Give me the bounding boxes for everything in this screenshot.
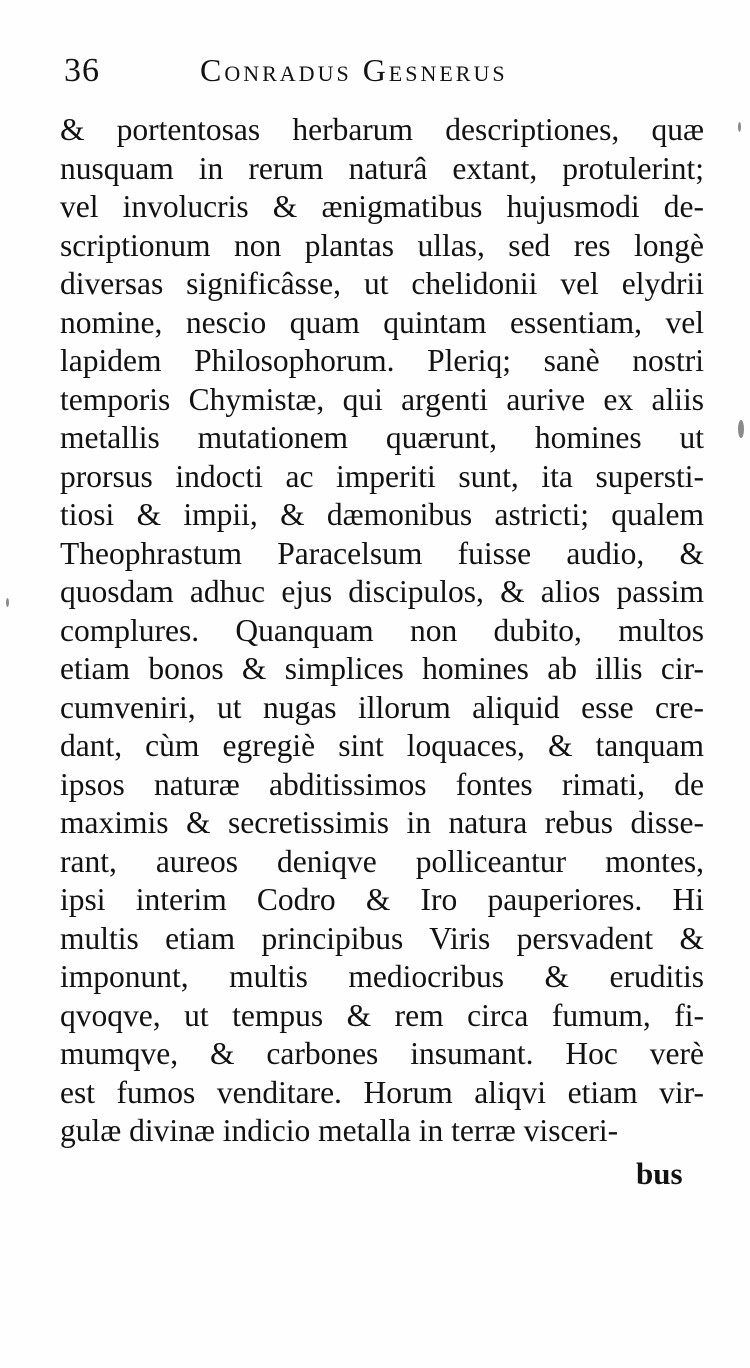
text-line: complures. Quanquam non dubito, multos bbox=[60, 612, 704, 648]
text-line: multis etiam principibus Viris persvadent & bbox=[60, 920, 704, 956]
page-number: 36 bbox=[64, 52, 100, 89]
text-line: est fumos venditare. Horum aliqvi etiam vir- bbox=[60, 1074, 704, 1110]
text-line: vel involucris & ænigmatibus hujusmodi de- bbox=[60, 189, 704, 224]
text-line: ipsos naturæ abditissimos fontes rimati, de bbox=[60, 766, 704, 802]
text-line: maximis & secretissimis in natura rebus disse- bbox=[60, 805, 704, 840]
text-line: metallis mutationem quærunt, homines ut bbox=[60, 420, 704, 455]
text-line: rant, aureos deniqve polliceantur montes, bbox=[60, 843, 704, 879]
text-line: tiosi & impii, & dæmonibus astricti; qualem bbox=[60, 497, 704, 532]
text-line: quosdam adhuc ejus discipulos, & alios passim bbox=[60, 574, 704, 609]
text-line: nusquam in rerum naturâ extant, protulerint; bbox=[60, 150, 704, 186]
text-line: dant, cùm egregiè sint loquaces, & tanquam bbox=[60, 728, 704, 763]
text-line: & portentosas herbarum descriptiones, quæ bbox=[60, 112, 704, 147]
running-head bbox=[64, 52, 664, 98]
text-line: temporis Chymistæ, qui argenti aurive ex aliis bbox=[60, 381, 704, 417]
catchword: bus bbox=[636, 1156, 683, 1191]
paper-speck bbox=[738, 122, 741, 132]
text-line: qvoqve, ut tempus & rem circa fumum, fi- bbox=[60, 997, 704, 1033]
paper-speck bbox=[6, 598, 9, 607]
text-line: imponunt, multis mediocribus & eruditis bbox=[60, 959, 704, 994]
text-line: diversas significâsse, ut chelidonii vel elydrii bbox=[60, 266, 704, 301]
text-line: nomine, nescio quam quintam essentiam, vel bbox=[60, 304, 704, 340]
text-line: prorsus indocti ac imperiti sunt, ita supersti- bbox=[60, 458, 704, 494]
body-text bbox=[60, 111, 704, 1151]
running-title: Conradus Gesnerus bbox=[200, 52, 508, 88]
text-line: scriptionum non plantas ullas, sed res longè bbox=[60, 227, 704, 263]
text-line: etiam bonos & simplices homines ab illis cir- bbox=[60, 651, 704, 686]
text-line: mumqve, & carbones insumant. Hoc verè bbox=[60, 1036, 704, 1071]
text-line: cumveniri, ut nugas illorum aliquid esse cre- bbox=[60, 689, 704, 725]
text-line: lapidem Philosophorum. Pleriq; sanè nostri bbox=[60, 343, 704, 378]
text-line: Theophrastum Paracelsum fuisse audio, & bbox=[60, 535, 704, 571]
paper-speck bbox=[738, 420, 744, 438]
text-line: ipsi interim Codro & Iro pauperiores. Hi bbox=[60, 882, 704, 917]
text-line: gulæ divinæ indicio metalla in terræ visceri- bbox=[60, 1113, 619, 1148]
